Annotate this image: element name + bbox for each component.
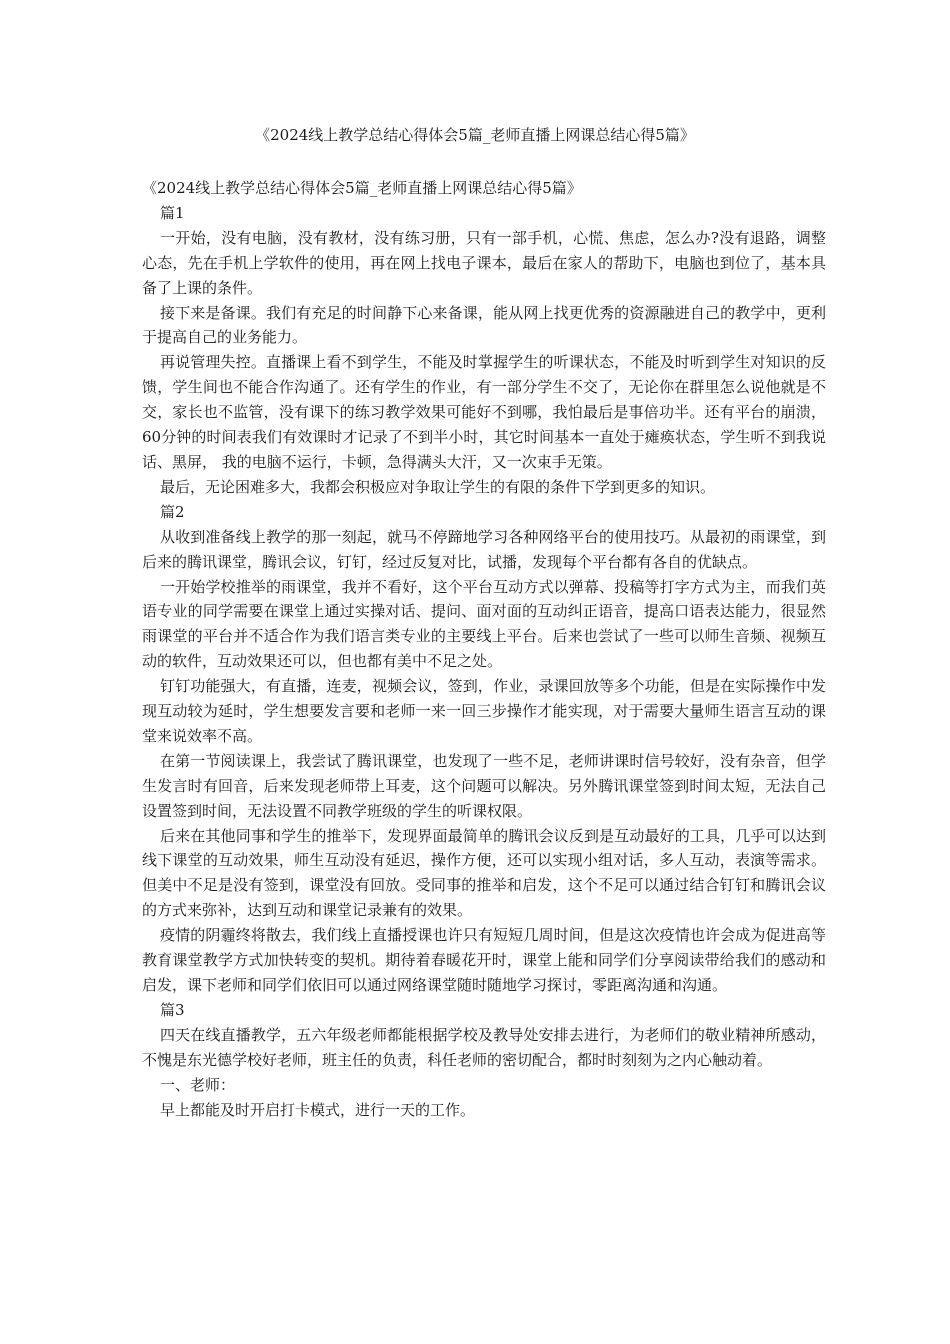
paragraph: 四天在线直播教学，五六年级老师都能根据学校及教导处安排去进行，为老师们的敬业精神所感动，不愧是东光德学校好老师，班主任的负责，科任老师的密切配合，都时时刻刻为之内心触动着。: [142, 1025, 826, 1069]
paragraph: 再说管理失控。直播课上看不到学生，不能及时掌握学生的听课状态，不能及时听到学生对知识的反馈，学生间也不能合作沟通了。还有学生的作业，有一部分学生不交了，无论你在群里怎么说他就是不交，家长也不监管，没有课下的练习教学效果可能好不到哪，我怕最后是事倍功半。还有平台的崩溃，60分钟的时间表我们有效课时才记录了不到半小时，其它时间基本一直处于瘫痪状态，学生听不到我说话、黑屏， 我的电脑不运行，卡顿，急得满头大汗，又一次束手无策。: [142, 353, 826, 471]
list-heading-teachers: 一、老师：: [160, 1075, 236, 1094]
document-subtitle: 《2024线上教学总结心得体会5篇_老师直播上网课总结心得5篇》: [142, 179, 582, 197]
paragraph: 早上都能及时开启打卡模式，进行一天的工作。: [160, 1100, 476, 1119]
paragraph: 接下来是备课。我们有充足的时间静下心来备课，能从网上找更优秀的资源融进自己的教学中，更利于提高自己的业务能力。: [142, 303, 826, 347]
paragraph: 疫情的阴霾终将散去，我们线上直播授课也许只有短短几周时间，但是这次疫情也许会成为促进高等教育课堂教学方式加快转变的契机。期待着春暖花开时，课堂上能和同学们分享阅读带给我们的感动和启发，课下老师和同学们依旧可以通过网络课堂随时随地学习探讨，零距离沟通和沟通。: [142, 926, 826, 994]
document-body: [142, 176, 826, 1122]
paragraph: 钉钉功能强大，有直播，连麦，视频会议，签到，作业，录课回放等多个功能，但是在实际操作中发现互动较为延时，学生想要发言要和老师一来一回三步操作才能实现，对于需要大量师生语言互动的课堂来说效率不高。: [142, 677, 826, 745]
paragraph: 在第一节阅读课上，我尝试了腾讯课堂，也发现了一些不足，老师讲课时信号较好，没有杂音，但学生发言时有回音，后来发现老师带上耳麦，这个问题可以解决。另外腾讯课堂签到时间太短，无法自己设置签到时间，无法设置不同教学班级的学生的听课权限。: [142, 751, 826, 820]
paragraph: 最后，无论困难多大，我都会积极应对争取让学生的有限的条件下学到更多的知识。: [160, 477, 716, 496]
paragraph: 从收到准备线上教学的那一刻起，就马不停蹄地学习各种网络平台的使用技巧。从最初的雨课堂，到后来的腾讯课堂，腾讯会议，钉钉，经过反复对比，试播，发现每个平台都有各自的优缺点。: [142, 527, 826, 571]
paragraph: 一开始，没有电脑，没有教材，没有练习册，只有一部手机，心慌、焦虑，怎么办?没有退路，调整心态，先在手机上学软件的使用，再在网上找电子课本，最后在家人的帮助下，电脑也到位了，基本具备了上课的条件。: [142, 228, 826, 297]
document-title: 《2024线上教学总结心得体会5篇_老师直播上网课总结心得5篇》: [255, 126, 695, 144]
paragraph: 一开始学校推举的雨课堂，我并不看好，这个平台互动方式以弹幕、投稿等打字方式为主，而我们英语专业的同学需要在课堂上通过实操对话、提问、面对面的互动纠正语音，提高口语表达能力，很显然雨课堂的平台并不适合作为我们语言类专业的主要线上平台。后来也尝试了一些可以师生音频、视频互动的软件，互动效果还可以，但也都有美中不足之处。: [142, 577, 826, 671]
section-heading-2: 篇2: [160, 502, 185, 521]
section-heading-1: 篇1: [160, 203, 185, 222]
paragraph: 后来在其他同事和学生的推举下，发现界面最简单的腾讯会议反到是互动最好的工具，几乎可以达到线下课堂的互动效果，师生互动没有延迟，操作方便，还可以实现小组对话，多人互动，表演等需求。但美中不足是没有签到，课堂没有回放。受同事的推举和启发，这个不足可以通过结合钉钉和腾讯会议的方式来弥补，达到互动和课堂记录兼有的效果。: [142, 826, 826, 920]
section-heading-3: 篇3: [160, 1000, 185, 1019]
